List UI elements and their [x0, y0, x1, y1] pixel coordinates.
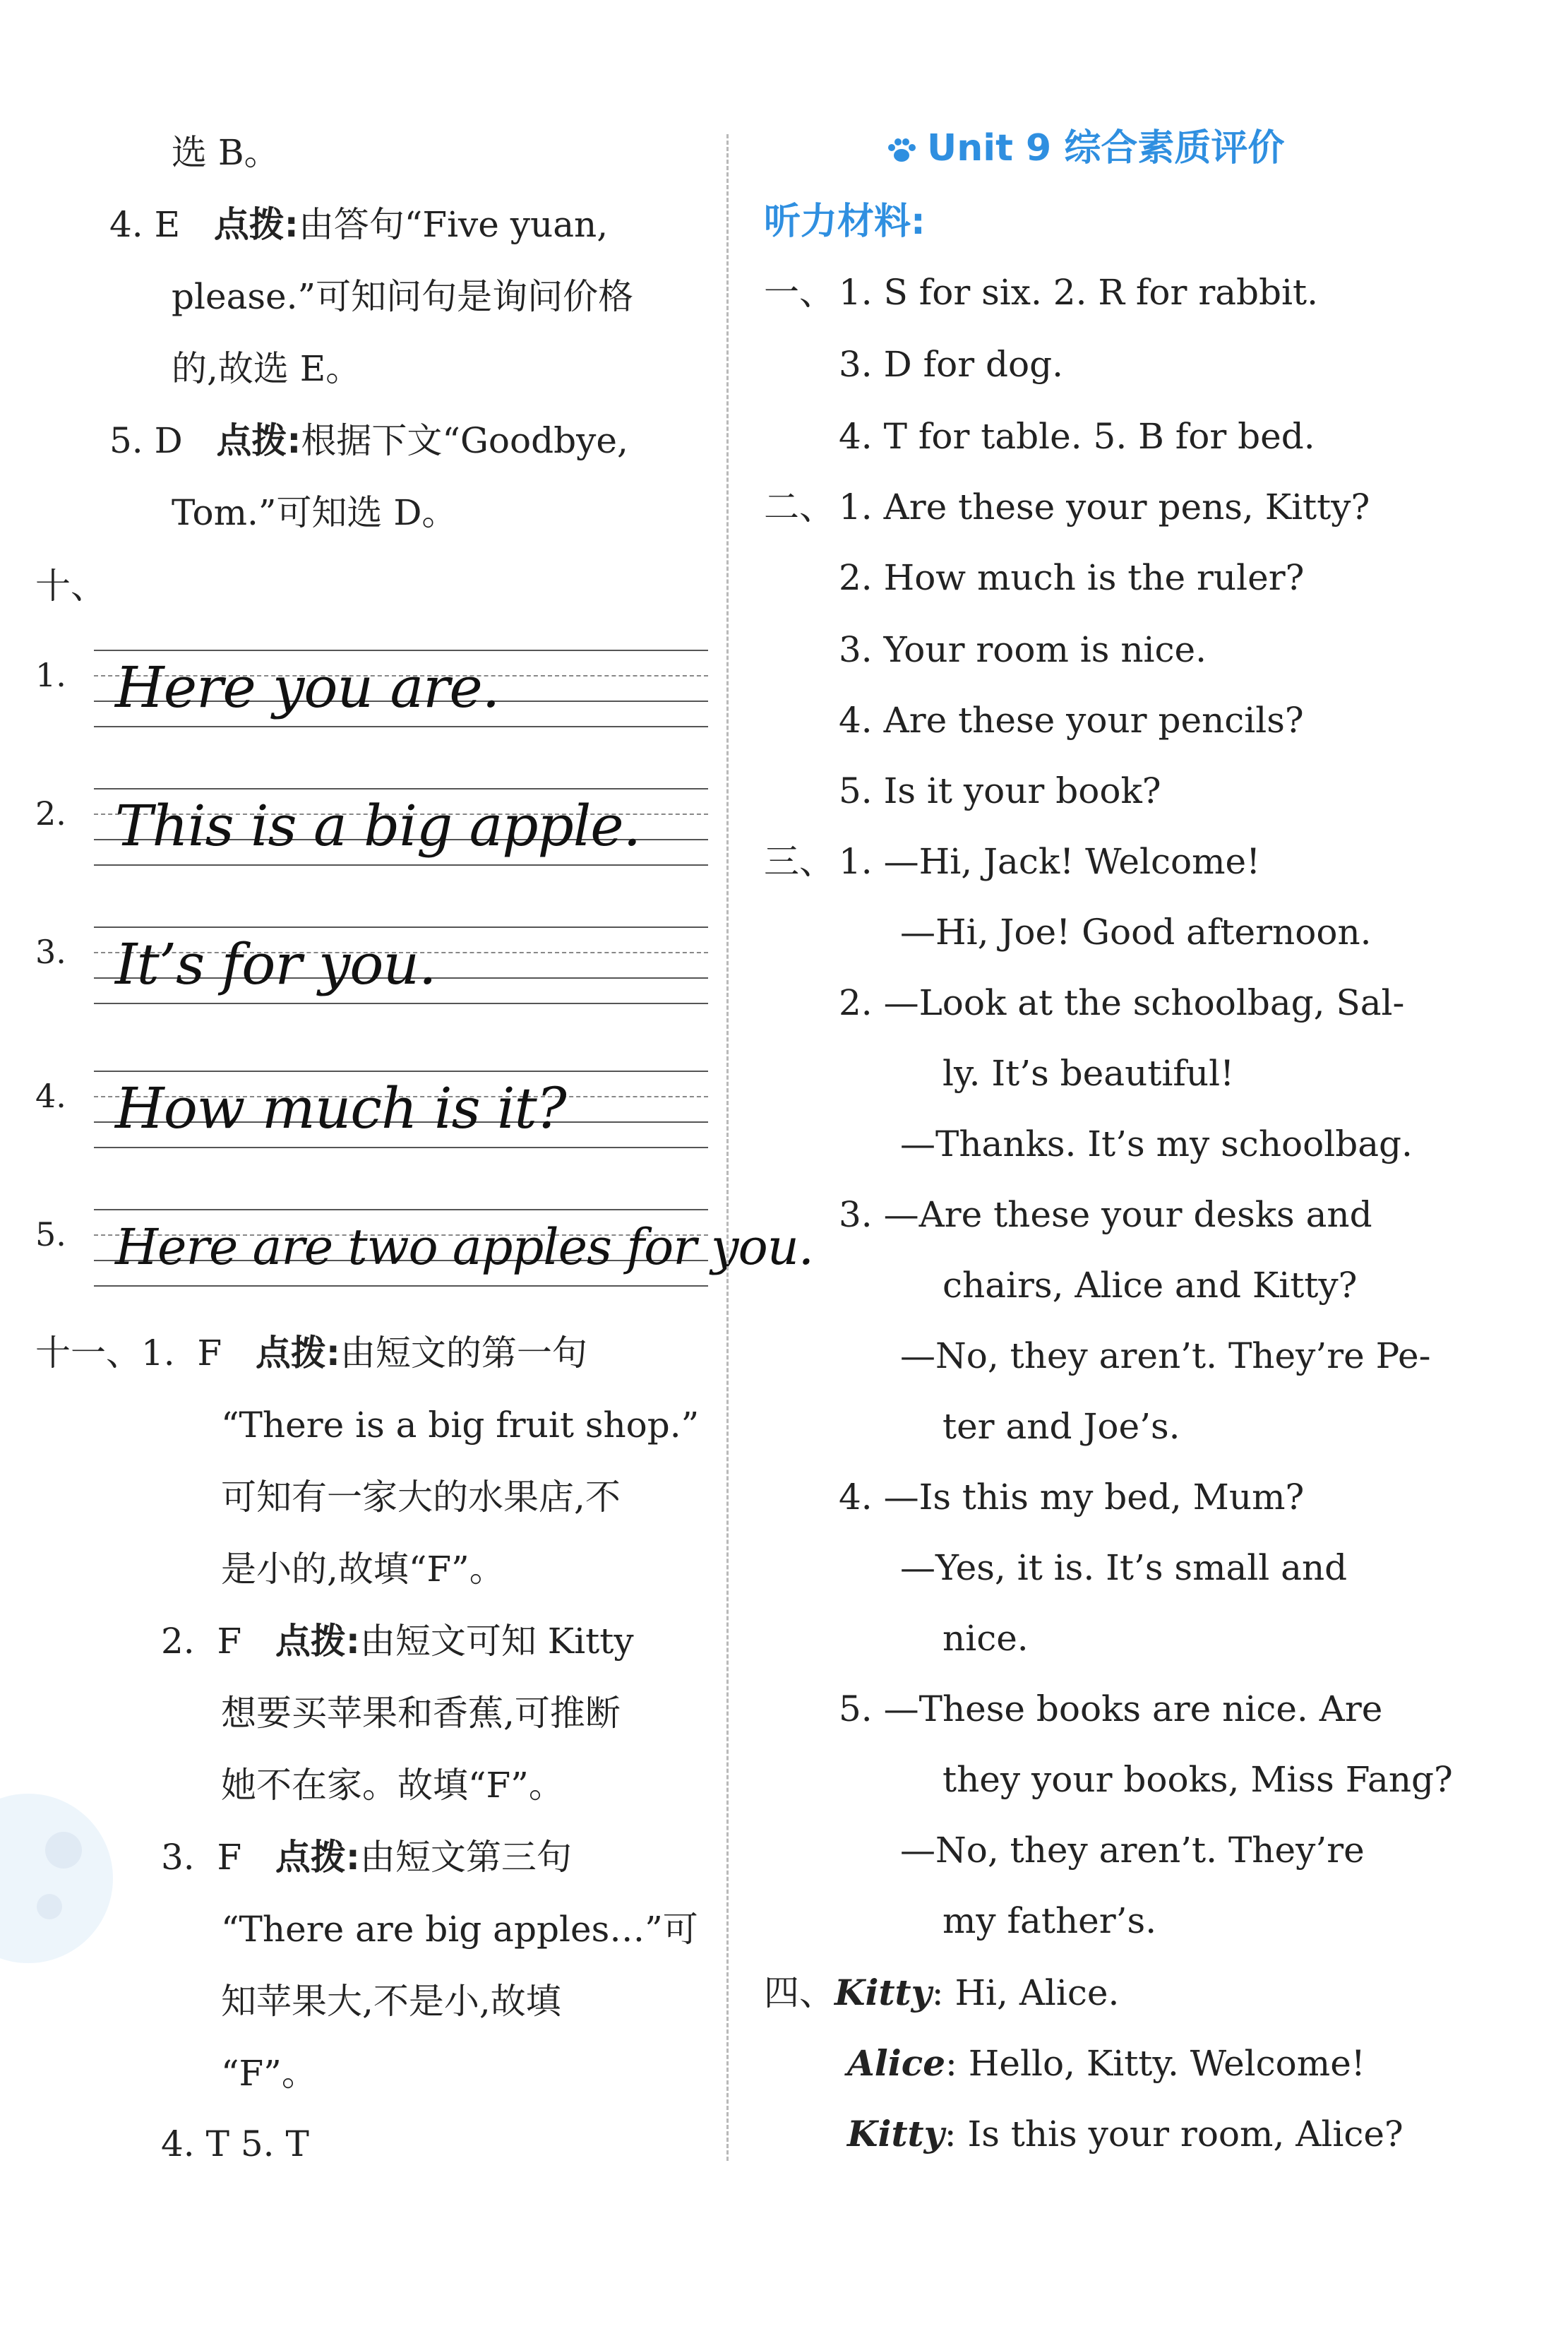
answer-11-3: 3. F 点拨:由短文第三句 [161, 1837, 572, 1878]
paw-icon [886, 136, 917, 165]
listening-label: 听力材料: [764, 201, 926, 243]
handwriting-text: Here you are. [115, 655, 500, 720]
handwriting-row [94, 1071, 708, 1152]
hw-number: 4. [35, 1077, 66, 1115]
line: 可知有一家大的水果店,不 [221, 1477, 621, 1518]
handwriting-row [94, 788, 708, 870]
line: “There is a big fruit shop.” [221, 1405, 700, 1446]
unit-title: Unit 9 综合素质评价 [886, 126, 1284, 171]
line: 4. Are these your pencils? [839, 700, 1304, 741]
line: 1. Are these your pens, Kitty? [839, 487, 1370, 528]
line: 5. Is it your book? [839, 770, 1161, 811]
handwriting-text: How much is it? [115, 1075, 566, 1141]
answer-11-2: 2. F 点拨:由短文可知 Kitty [161, 1621, 634, 1662]
panda-watermark-icon [0, 1765, 120, 1991]
handwriting-text: It’s for you. [115, 931, 436, 997]
line: 她不在家。故填“F”。 [221, 1765, 564, 1806]
hw-number: 2. [35, 794, 66, 833]
handwriting-row [94, 1209, 814, 1291]
line: “There are big apples…”可 [221, 1909, 698, 1950]
section-3-label: 三、 [764, 841, 834, 882]
line: please.”可知问句是询问价格 [172, 276, 634, 317]
line: chairs, Alice and Kitty? [942, 1265, 1358, 1306]
line: 1. S for six. 2. R for rabbit. [839, 272, 1319, 313]
handwriting-row [94, 650, 708, 732]
answer-4: 4. E 点拨:由答句“Five yuan, [109, 204, 609, 245]
line: ly. It’s beautiful! [942, 1053, 1235, 1094]
line: 5. —These books are nice. Are [839, 1688, 1383, 1729]
answer-5: 5. D 点拨:根据下文“Goodbye, [109, 420, 628, 461]
line: ter and Joe’s. [942, 1406, 1180, 1447]
line: they your books, Miss Fang? [942, 1759, 1453, 1800]
hw-number: 1. [35, 656, 66, 694]
line: 1. —Hi, Jack! Welcome! [839, 841, 1261, 882]
dialogue-line: Alice: Hello, Kitty. Welcome! [847, 2042, 1365, 2084]
section-2-label: 二、 [764, 487, 834, 528]
line: 3. —Are these your desks and [839, 1194, 1372, 1235]
line: 2. How much is the ruler? [839, 557, 1305, 598]
line: 想要买苹果和香蕉,可推断 [221, 1693, 621, 1734]
handwriting-text: This is a big apple. [115, 793, 641, 859]
line: 2. —Look at the schoolbag, Sal- [839, 982, 1405, 1023]
line: —Yes, it is. It’s small and [900, 1547, 1348, 1588]
column-divider [726, 134, 729, 2161]
handwriting-row [94, 926, 708, 1008]
section-10-label: 十、 [35, 566, 106, 607]
line: —Thanks. It’s my schoolbag. [900, 1124, 1413, 1164]
section-1-label: 一、 [764, 272, 834, 313]
hw-number: 5. [35, 1215, 66, 1253]
handwriting-text: Here are two apples for you. [115, 1218, 814, 1276]
answer-11-1: 十一、1. F 点拨:由短文的第一句 [35, 1333, 587, 1373]
line: 选 B。 [172, 132, 280, 173]
line: —Hi, Joe! Good afternoon. [900, 912, 1372, 953]
hw-number: 3. [35, 933, 66, 971]
line: Tom.”可知选 D。 [172, 492, 457, 533]
line: —No, they aren’t. They’re [900, 1830, 1365, 1871]
line: 4. T for table. 5. B for bed. [839, 416, 1315, 457]
line: 知苹果大,不是小,故填 [221, 1981, 561, 2022]
line: —No, they aren’t. They’re Pe- [900, 1335, 1431, 1376]
line: my father’s. [942, 1900, 1157, 1941]
line: 3. Your room is nice. [839, 629, 1207, 670]
answer-11-4-5: 4. T 5. T [161, 2123, 309, 2164]
line: 是小的,故填“F”。 [221, 1549, 505, 1590]
dialogue-line: Kitty: Is this your room, Alice? [847, 2113, 1404, 2155]
line: nice. [942, 1618, 1029, 1659]
line: 的,故选 E。 [172, 348, 361, 389]
line: “F”。 [221, 2053, 317, 2094]
dialogue-line: 四、Kitty: Hi, Alice. [764, 1972, 1120, 2013]
line: 4. —Is this my bed, Mum? [839, 1477, 1305, 1518]
line: 3. D for dog. [839, 344, 1063, 385]
